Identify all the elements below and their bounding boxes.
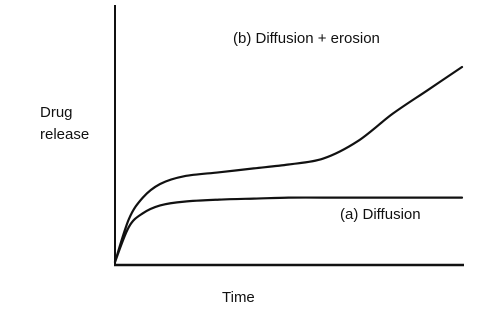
x-axis-label: Time [222, 289, 255, 306]
curve-a-label: (a) Diffusion [340, 206, 421, 223]
curve-b-label: (b) Diffusion + erosion [233, 30, 380, 47]
series-line-diffusion-erosion [115, 67, 462, 262]
y-axis-label-line-2: release [40, 126, 90, 143]
y-axis-label-line-1: Drug [40, 104, 73, 121]
series-layer [115, 67, 462, 262]
